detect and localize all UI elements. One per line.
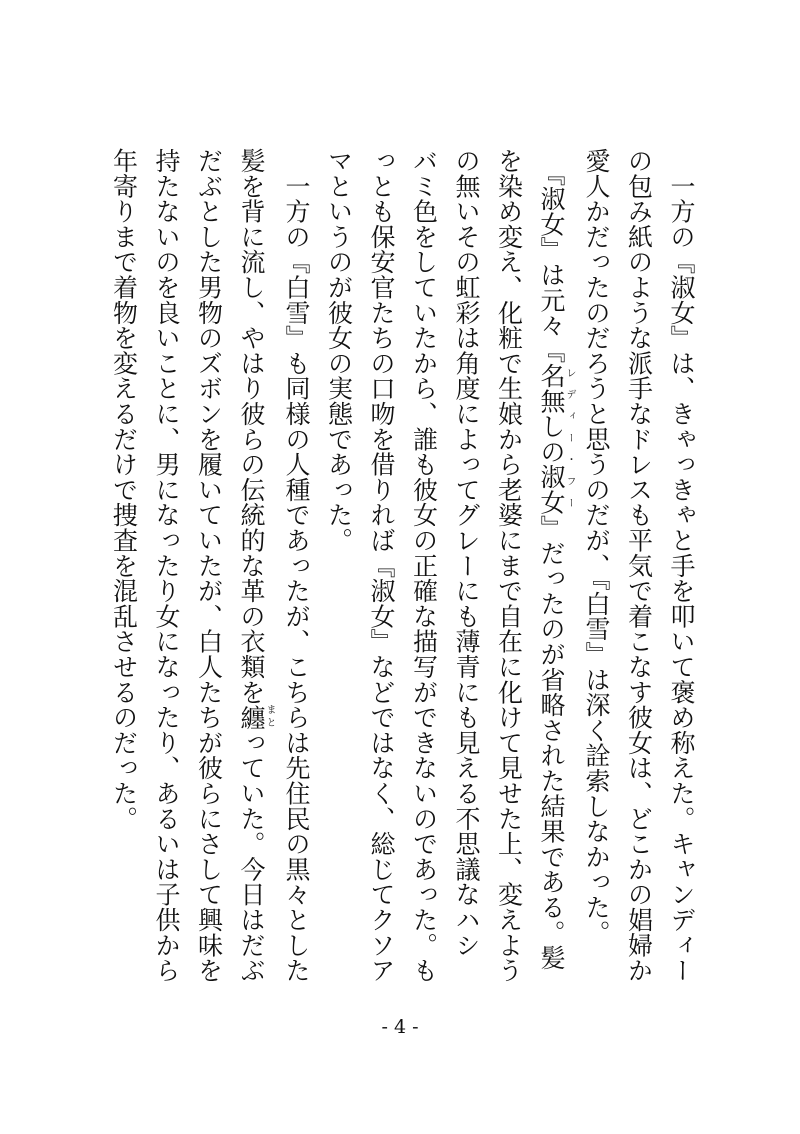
text-line: の包み紙のような派手なドレスも平気で着こなす彼女は、どこかの娼婦か [624, 148, 654, 983]
ruby-reading: レディー・フー [564, 363, 575, 516]
text-line: マというのが彼女の実態であった。 [324, 148, 354, 553]
body-text [106, 148, 702, 983]
page-number: - 4 - [381, 1016, 419, 1038]
text-segment: 『淑女』は元々『 [537, 148, 566, 364]
text-line: っとも保安官たちの口吻を借りれば『淑女』などではなく、総じてクソア [367, 148, 396, 983]
text-line: の無いその虹彩は角度によってグレーにも薄青にも見える不思議なハシ [452, 148, 481, 958]
text-line: バミ色をしていたから、誰も彼女の正確な描写ができないのであった。も [409, 148, 439, 983]
text-line: を染め変え、化粧で生娘から老婆にまで自在に化けて見せた上、変えよう [494, 148, 524, 983]
text-segment: っていた。今日はだぶ [237, 729, 266, 983]
ruby-annotation [237, 704, 275, 731]
text-segment: 』だったのが省略された結果である。髪 [537, 515, 566, 971]
text-line: 一方の『淑女』は、きゃっきゃと手を叩いて褒め称えた。キャンディー [667, 148, 696, 983]
ruby-annotation [537, 363, 575, 516]
ruby-base: 纏 [237, 704, 266, 731]
text-line: 持たないのを良いことに、男になったり女になったり、あるいは子供から [152, 148, 181, 983]
text-line [530, 148, 575, 971]
text-segment: 髪を背に流し、やはり彼らの伝統的な革の衣類を [237, 148, 266, 705]
ruby-reading: まと [264, 704, 275, 731]
text-line: 年寄りまで着物を変えるだけで捜査を混乱させるのだった。 [109, 148, 139, 832]
ruby-base: 名無しの淑女 [537, 363, 566, 516]
text-line: 一方の『白雪』も同様の人種であったが、こちらは先住民の黒々とした [282, 148, 311, 983]
text-line: 愛人かだったのだろうと思うのだが、『白雪』は深く詮索しなかった。 [582, 148, 611, 946]
text-line [230, 148, 275, 983]
text-line: だぶとした男物のズボンを履いていたが、白人たちが彼らにさして興味を [194, 148, 224, 983]
